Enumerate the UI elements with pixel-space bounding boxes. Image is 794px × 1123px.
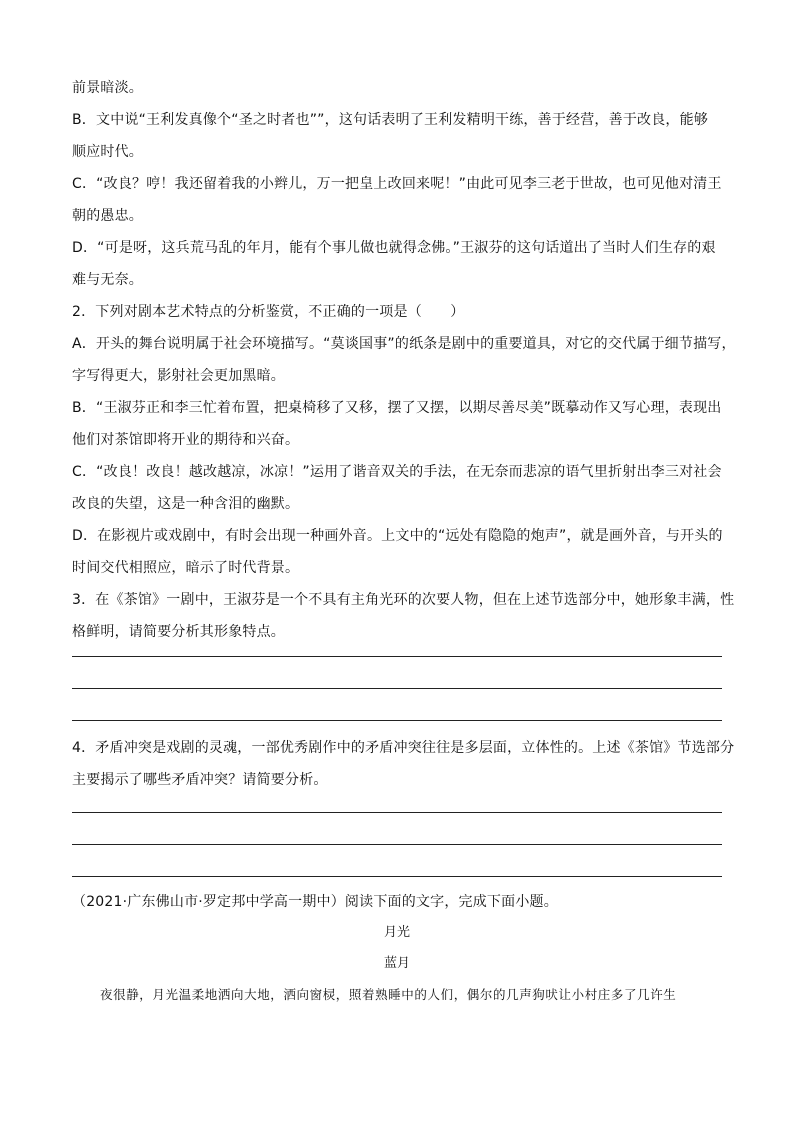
- story-title: 月光: [383, 925, 410, 940]
- text-line: 字写得更大，影射社会更加黑暗。: [72, 368, 285, 384]
- text-line: 主要揭示了哪些矛盾冲突？请简要分析。: [72, 772, 328, 788]
- answer-line[interactable]: [72, 656, 722, 657]
- option-b-line: B．文中说“王利发真像个“圣之时者也””，这句话表明了王利发精明干练，善于经营，善于改良，能够: [72, 112, 709, 128]
- question-3: 3．在《茶馆》一剧中，王淑芬是一个不具有主角光环的次要人物，但在上述节选部分中，她形象丰满，性: [72, 592, 735, 608]
- answer-line[interactable]: [72, 812, 722, 813]
- text-line: 他们对茶馆即将开业的期待和兴奋。: [72, 432, 300, 448]
- story-author: 蓝月: [383, 956, 410, 971]
- answer-line[interactable]: [72, 688, 722, 689]
- text-line: 朝的愚忠。: [72, 208, 143, 224]
- text-line: 难与无奈。: [72, 272, 143, 288]
- answer-line[interactable]: [72, 720, 722, 721]
- option-d-line: D．在影视片或戏剧中，有时会出现一种画外音。上文中的“远处有隐隐的炮声”，就是画外音，与开头的: [72, 528, 723, 544]
- answer-line[interactable]: [72, 844, 722, 845]
- option-d-line: D．“可是呀，这兵荒马乱的年月，能有个事儿做也就得念佛。”王淑芬的这句话道出了当时人们生存的艰: [72, 240, 716, 256]
- option-b-line: B．“王淑芬正和李三忙着布置，把桌椅移了又移，摆了又摆，以期尽善尽美”既摹动作又写心理，表现出: [72, 400, 722, 416]
- option-c-line: C．“改良？哼！我还留着我的小辫儿，万一把皇上改回来呢！”由此可见李三老于世故，也可见他对清王: [72, 176, 722, 192]
- option-c-line: C．“改良！改良！越改越凉，冰凉！”运用了谐音双关的手法，在无奈而悲凉的语气里折射出李三对社会: [72, 464, 722, 480]
- text-line: 改良的失望，这是一种含泪的幽默。: [72, 496, 300, 512]
- option-a-line: A．开头的舞台说明属于社会环境描写。“莫谈国事”的纸条是剧中的重要道具，对它的交代属于细节描写，: [72, 336, 736, 352]
- text-line: 前景暗淡。: [72, 80, 143, 96]
- text-line: 时间交代相照应，暗示了时代背景。: [72, 560, 300, 576]
- reading-instruction: （2021·广东佛山市·罗定邦中学高一期中）阅读下面的文字，完成下面小题。: [72, 894, 558, 910]
- text-line: 格鲜明，请简要分析其形象特点。: [72, 624, 285, 640]
- question-4: 4．矛盾冲突是戏剧的灵魂，一部优秀剧作中的矛盾冲突往往是多层面，立体性的。上述《茶馆》节选部分: [72, 740, 735, 756]
- answer-line[interactable]: [72, 876, 722, 877]
- story-first-line: 夜很静，月光温柔地洒向大地，洒向窗棂，照着熟睡中的人们，偶尔的几声狗吠让小村庄多了几许生: [100, 987, 677, 1002]
- question-2: 2．下列对剧本艺术特点的分析鉴赏，不正确的一项是（ ）: [72, 304, 465, 320]
- text-line: 顺应时代。: [72, 144, 143, 160]
